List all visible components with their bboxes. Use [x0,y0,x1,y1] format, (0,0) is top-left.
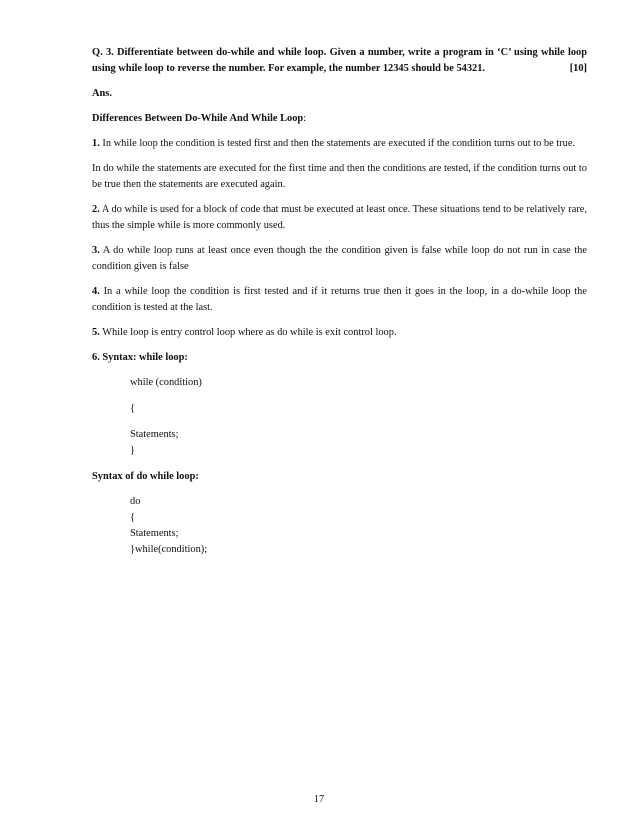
section-heading [92,111,587,127]
point-text: A do while loop runs at least once even though the the condition given is false while loop do not run in case the condition given is false [92,245,587,272]
point-number: 2. [92,204,100,215]
code-line: }while(condition); [130,544,208,555]
syntax-while-code [130,375,587,459]
point-number: 5. [92,327,100,338]
code-line: Statements; [130,429,179,440]
code-line: { [130,512,135,523]
code-line: while (condition) [130,377,202,388]
point-number: 3. [92,245,100,256]
code-line: Statements; [130,528,179,539]
answer-label: Ans. [92,88,112,99]
question-marks: [10] [569,63,587,74]
syntax-while-heading: 6. Syntax: while loop: [92,352,188,363]
point-5 [92,325,587,341]
point-2 [92,202,587,234]
point-text: A do while is used for a block of code that must be executed at least once. These situations tend to be relatively rare, thus the simple while is more commonly used. [92,204,587,231]
point-text: In do while the statements are executed for the first time and then the conditions are tested, if the condition turns out to be true then the statements are executed again. [92,163,587,190]
page-number: 17 [313,794,325,805]
section-heading-colon: : [303,113,307,124]
point-text: In a while loop the condition is first tested and if it returns true then it goes in the loop, in a do-while loop the condition is tested at the last. [92,286,587,313]
point-number: 1. [92,138,100,149]
syntax-do-while-code [130,494,587,558]
point-3 [92,243,587,275]
point-number: 4. [92,286,100,297]
point-text: In while loop the condition is tested first and then the statements are executed if the condition turns out to be true. [99,138,576,149]
point-text: While loop is entry control loop where as do while is exit control loop. [99,327,397,338]
question-text: Q. 3. Differentiate between do-while and while loop. Given a number, write a program in ‘C’ using while loop using while loop to reverse the number. For example, the number 12345 should be 54321. [92,47,587,74]
code-line: do [130,496,141,507]
point-1 [92,136,587,152]
page-content [92,45,587,567]
section-heading-title: Differences Between Do-While And While Loop [92,113,304,124]
question-paragraph [92,45,587,77]
point-1-continued [92,161,587,193]
syntax-do-while-heading: Syntax of do while loop: [92,471,199,482]
code-line: } [130,445,135,456]
point-4 [92,284,587,316]
code-line: { [130,403,135,414]
